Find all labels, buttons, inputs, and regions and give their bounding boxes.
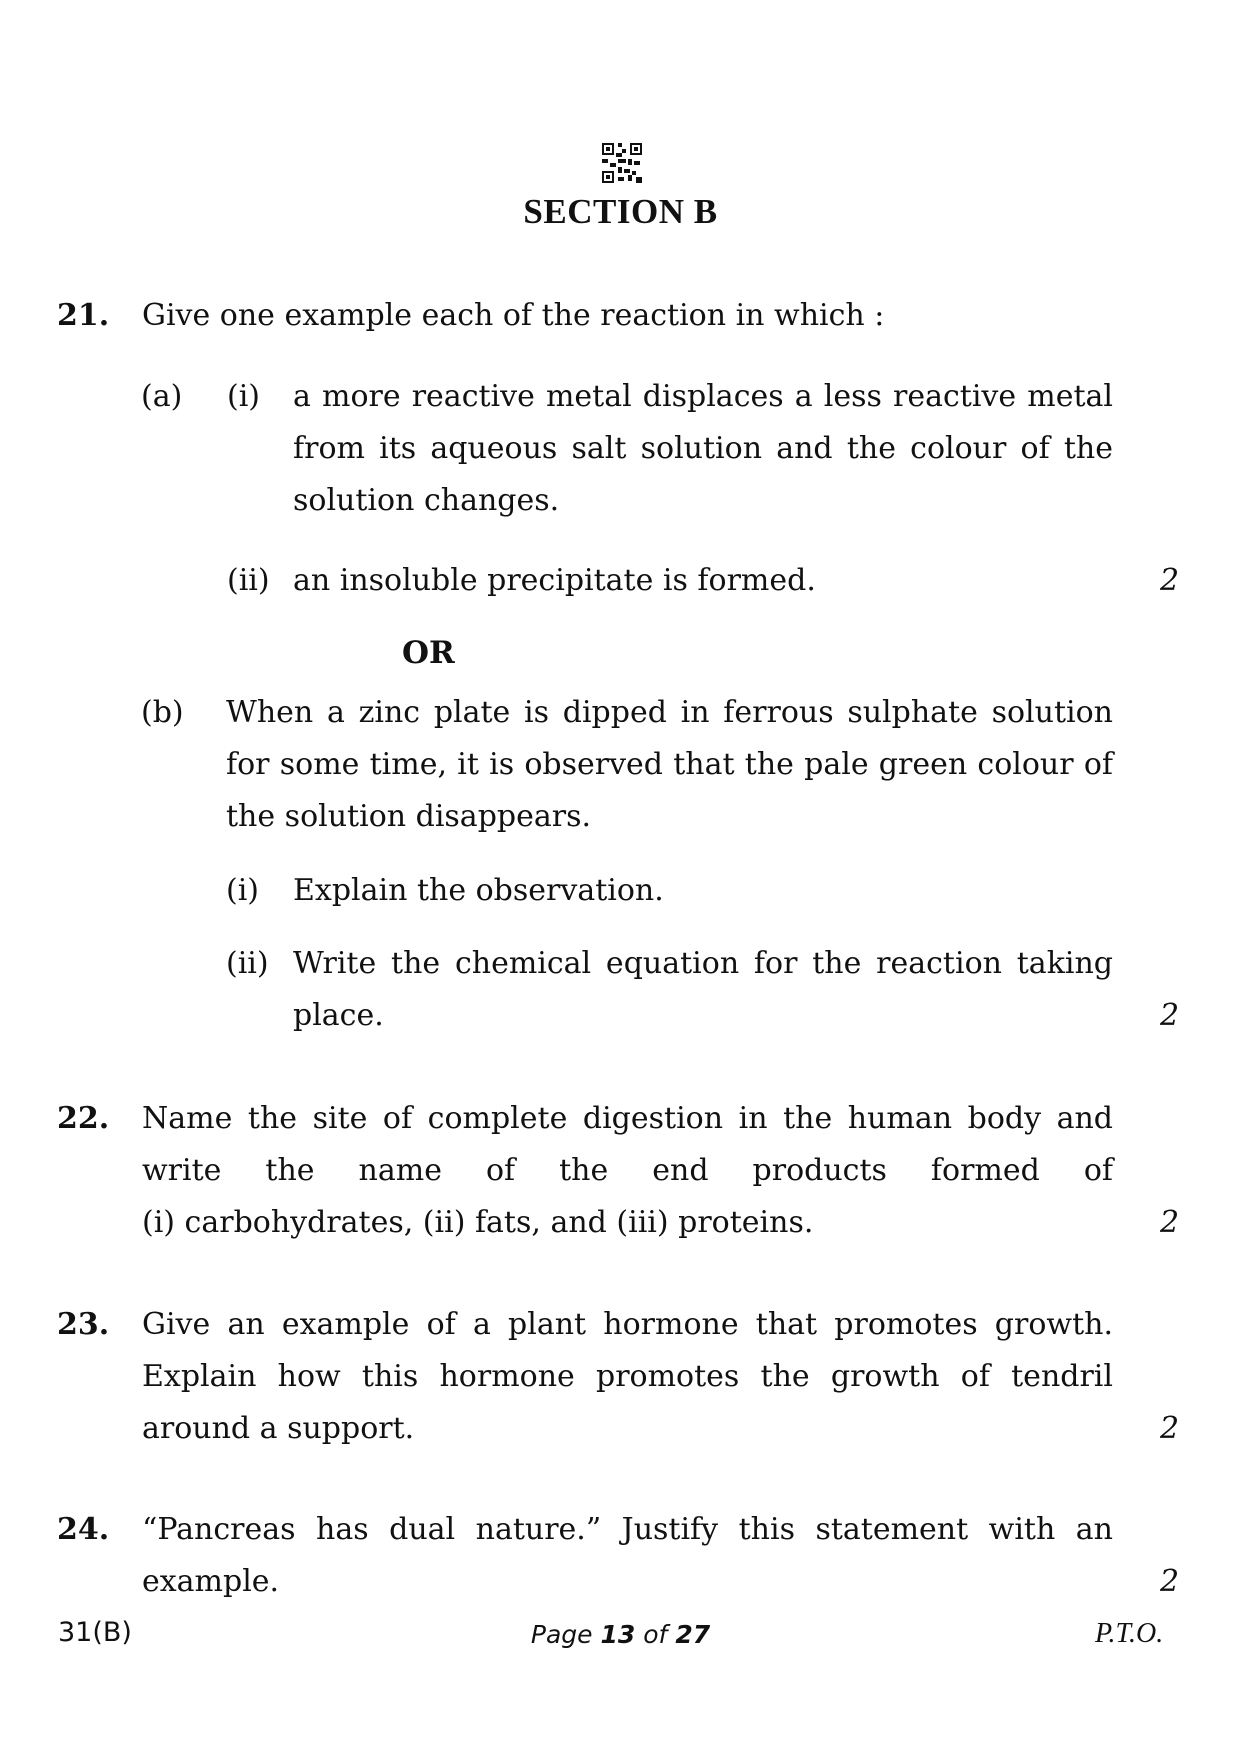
- question-24-line-2: example.: [142, 1564, 280, 1599]
- or-separator: OR: [402, 635, 455, 671]
- page-current: 13: [600, 1620, 636, 1649]
- part-b-ii-line-1: Write the chemical equation for the reaction taking: [293, 946, 1113, 981]
- question-23-line-2: Explain how this hormone promotes the growth of tendril: [142, 1359, 1113, 1394]
- paper-code: 31(B): [58, 1617, 132, 1648]
- page-number: [0, 1620, 1241, 1649]
- part-a-ii-label: (ii): [227, 563, 270, 598]
- page-prefix: Page: [530, 1620, 593, 1649]
- page-total: 27: [675, 1620, 711, 1649]
- part-b-ii-label: (ii): [226, 946, 269, 981]
- question-23-line-3: around a support.: [142, 1411, 415, 1446]
- question-22-line-1: Name the site of complete digestion in the human body and: [142, 1101, 1113, 1136]
- part-a-i-line-3: solution changes.: [293, 483, 560, 518]
- part-b-line-3: the solution disappears.: [226, 799, 592, 834]
- marks-23: 2: [1160, 1411, 1180, 1446]
- part-a-label: (a): [141, 379, 183, 414]
- question-22-line-3: (i) carbohydrates, (ii) fats, and (iii) proteins.: [142, 1205, 814, 1240]
- part-b-ii-line-2: place.: [293, 998, 384, 1033]
- part-b-i-label: (i): [226, 873, 260, 908]
- question-23-line-1: Give an example of a plant hormone that promotes growth.: [142, 1307, 1113, 1342]
- part-a-ii-text: an insoluble precipitate is formed.: [293, 563, 816, 598]
- section-title: SECTION B: [523, 192, 718, 231]
- part-b-i-text: Explain the observation.: [293, 873, 664, 908]
- question-number-23: 23.: [57, 1307, 110, 1342]
- marks-24: 2: [1160, 1564, 1180, 1599]
- part-b-line-2: for some time, it is observed that the pale green colour of: [226, 747, 1113, 782]
- page-of: of: [643, 1620, 668, 1649]
- marks-21b: 2: [1160, 998, 1180, 1033]
- marks-21a: 2: [1160, 563, 1180, 598]
- part-b-line-1: When a zinc plate is dipped in ferrous sulphate solution: [226, 695, 1113, 730]
- part-a-i-label: (i): [227, 379, 261, 414]
- marks-22: 2: [1160, 1205, 1180, 1240]
- question-21-intro: Give one example each of the reaction in which :: [142, 298, 885, 333]
- part-a-i-line-2: from its aqueous salt solution and the colour of the: [293, 431, 1113, 466]
- question-number-24: 24.: [57, 1512, 110, 1547]
- question-number-22: 22.: [57, 1101, 110, 1136]
- question-number-21: 21.: [57, 298, 110, 333]
- pto-label: P.T.O.: [1095, 1618, 1164, 1649]
- question-24-line-1: “Pancreas has dual nature.” Justify this statement with an: [142, 1512, 1113, 1547]
- part-b-label: (b): [141, 695, 184, 730]
- question-22-line-2: write the name of the end products formed of: [142, 1153, 1113, 1188]
- part-a-i-line-1: a more reactive metal displaces a less reactive metal: [293, 379, 1113, 414]
- qr-code-icon: [602, 143, 642, 183]
